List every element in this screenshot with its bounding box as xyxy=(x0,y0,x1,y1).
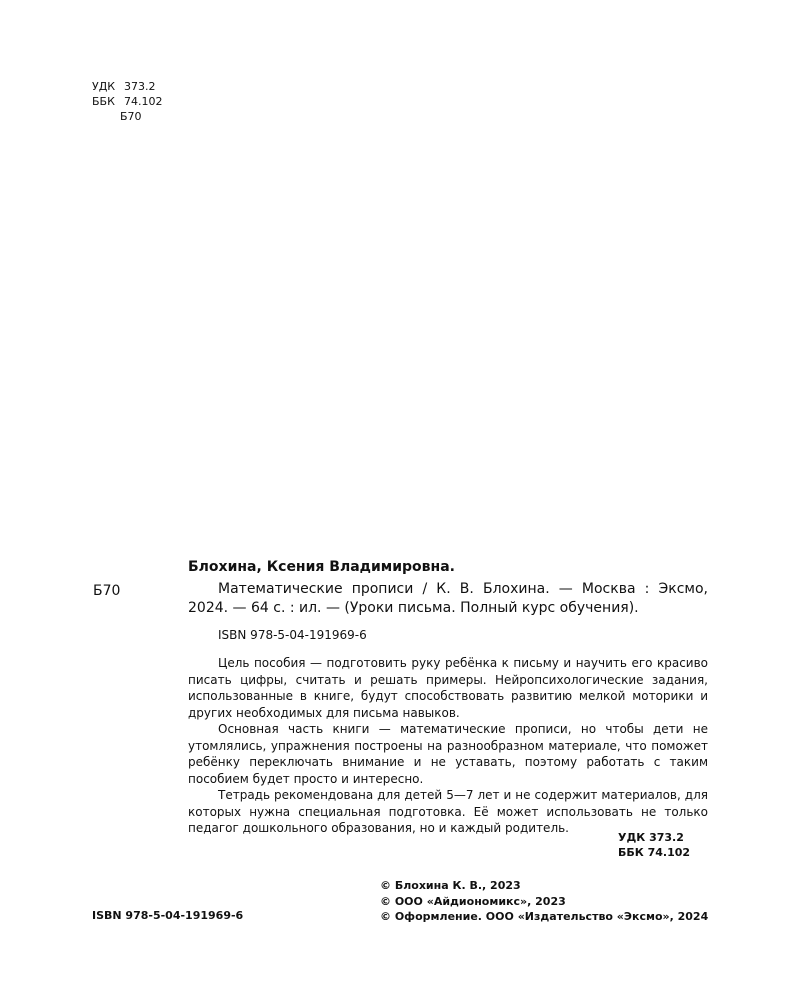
bbk-row xyxy=(92,94,163,109)
copyright-line: © Оформление. ООО «Издательство «Эксмо», 2024 xyxy=(380,910,709,923)
author-sign: Б70 xyxy=(93,583,121,599)
annotation-paragraph: Цель пособия — подготовить руку ребёнка к письму и научить его красиво писать цифры, считать и решать примеры. Нейропсихологические задания, использованные в книге, будут способствовать развитию мелкой моторики и других необходимых для письма навыков. xyxy=(188,656,708,720)
annotation-paragraph: Тетрадь рекомендована для детей 5—7 лет и не содержит материалов, для которых нужна специальная подготовка. Её может использовать не только педагог дошкольного образования, но и каждый родитель. xyxy=(188,788,708,835)
bbk-value: 74.102 xyxy=(124,95,163,108)
classification-block-top xyxy=(92,79,163,124)
isbn-bottom: ISBN 978-5-04-191969-6 xyxy=(92,909,244,922)
udk-label: УДК xyxy=(92,80,116,93)
bibliographic-description: Математические прописи / К. В. Блохина. — Москва : Эксмо, 2024. — 64 с. : ил. — (Уроки письма. Полный курс обучения). xyxy=(188,581,708,616)
udk-row xyxy=(92,79,163,94)
annotation-paragraph: Основная часть книги — математические прописи, но чтобы дети не утомлялись, упражнения построены на разнообразном материале, что поможет ребёнку переключать внимание и не уставать, поэтому работать с таким пособием будет просто и интересно. xyxy=(188,722,708,786)
udk-code: УДК 373.2 xyxy=(618,831,684,844)
classification-block-bottom xyxy=(618,830,690,860)
annotation xyxy=(188,655,708,837)
copyright-line: © ООО «Айдиономикс», 2023 xyxy=(380,894,566,908)
author-heading: Блохина, Ксения Владимировна. xyxy=(188,559,455,575)
catalogue-card xyxy=(188,558,708,837)
author-sign-top: Б70 xyxy=(120,110,142,123)
copyright-block xyxy=(380,878,708,925)
bbk-label: ББК xyxy=(92,95,115,108)
bbk-code: ББК 74.102 xyxy=(618,846,691,859)
isbn-line: ISBN 978-5-04-191969-6 xyxy=(218,628,367,642)
udk-value: 373.2 xyxy=(124,80,156,93)
copyright-line: © Блохина К. В., 2023 xyxy=(380,879,521,892)
